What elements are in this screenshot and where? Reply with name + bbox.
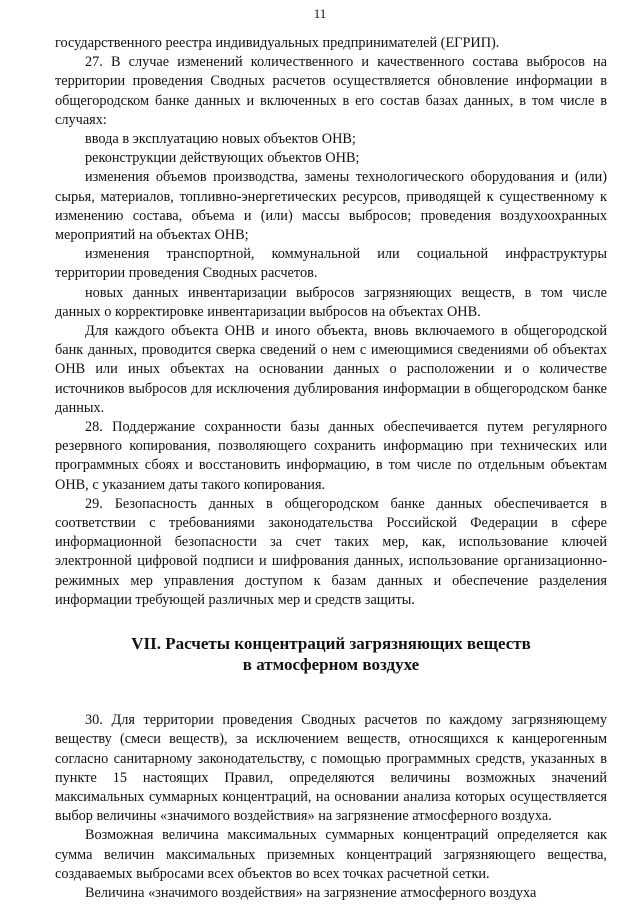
section-title (55, 633, 607, 675)
paragraph: 27. В случае изменений количественного и качественного состава выбросов на территории проведения Сводных расчетов осуществляется обновление информации в общегородском банке данных и включенных в его состав базах данных, в том числе в случаях: (55, 54, 607, 128)
paragraph: Возможная величина максимальных суммарных концентраций определяется как сумма величин максимальных приземных концентраций загрязняющего вещества, создаваемых выбросами всех объектов во всех точках расчетной сетки. (55, 827, 607, 882)
section-title-line-1: VII. Расчеты концентраций загрязняющих веществ (131, 634, 531, 654)
page-content (55, 34, 607, 903)
paragraph: реконструкции действующих объектов ОНВ; (85, 150, 360, 167)
page-number: 11 (313, 6, 327, 21)
paragraph: 29. Безопасность данных в общегородском банке данных обеспечивается в соответствии с требованиями законодательства Российской Федерации в сфере информационной безопасности за счет таких мер, как, использование ключей электронной цифровой подписи и шифрования данных, использование организационно-режимных мер управления доступом к базам данных и обеспечение разделения информации требующей различных мер и средств защиты. (55, 495, 607, 608)
paragraph: новых данных инвентаризации выбросов загрязняющих веществ, в том числе данных о корректировке инвентаризации выбросов на объектах ОНВ. (55, 284, 607, 320)
paragraph: 28. Поддержание сохранности базы данных обеспечивается путем регулярного резервного копирования, позволяющего сохранить информацию при технических или программных сбоях и восстановить информацию, в том числе по отдельным объектам ОНВ, с указанием даты такого копирования. (55, 419, 607, 493)
paragraph: государственного реестра индивидуальных предпринимателей (ЕГРИП). (55, 35, 500, 51)
paragraph: изменения объемов производства, замены технологического оборудования и (или) сырья, материалов, топливно-энергетических ресурсов, приводящей к существенному к изменению состава, объема и (или) массы выбросов; проведения воздухоохранных мероприятий на объектах ОНВ; (55, 169, 607, 244)
paragraph: Величина «значимого воздействия» на загрязнение атмосферного воздуха (85, 884, 537, 901)
paragraph: изменения транспортной, коммунальной или социальной инфраструктуры территории проведения Сводных расчетов. (55, 246, 607, 282)
paragraphs-before-section (55, 34, 607, 610)
paragraph: 30. Для территории проведения Сводных расчетов по каждому загрязняющему веществу (смеси веществ), за исключением веществ, относящихся к канцерогенным согласно санитарному законодательству, с помощью программных средств, указанных в пункте 15 настоящих Правил, определяются величины возможных значений максимальных суммарных концентраций, на основании анализа которых осуществляется выбор величины «значимого воздействия» на загрязнение атмосферного воздуха. (55, 712, 607, 825)
paragraph: ввода в эксплуатацию новых объектов ОНВ; (85, 131, 356, 148)
paragraphs-after-section (55, 711, 607, 903)
paragraph: Для каждого объекта ОНВ и иного объекта, вновь включаемого в общегородской банк данных, проводится сверка сведений о нем с имеющимися сведениями об объектах ОНВ или иных объектах на основании данных о расположении и о количестве источников выбросов для исключения дублирования информации в общегородском банке данных. (55, 323, 607, 416)
section-title-line-2: в атмосферном воздухе (242, 655, 420, 675)
